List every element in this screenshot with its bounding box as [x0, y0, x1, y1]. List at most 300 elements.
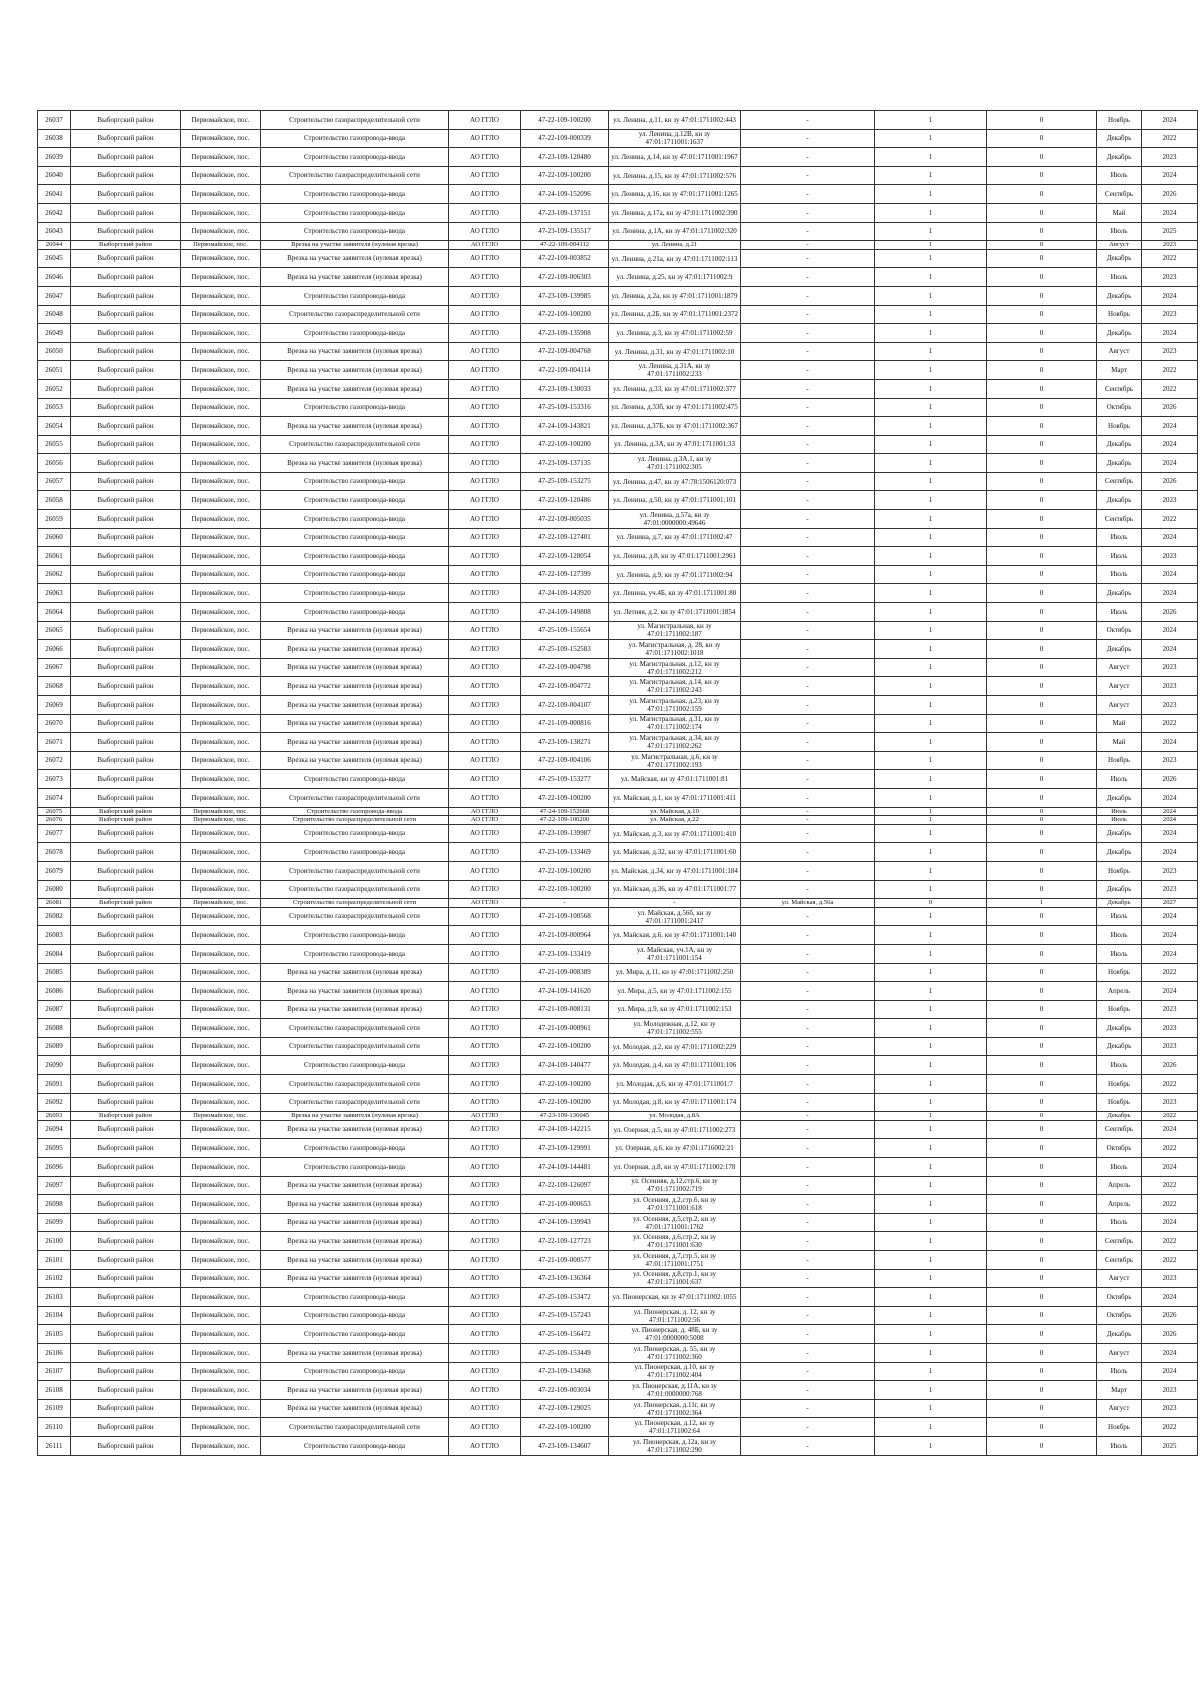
address-cell: ул. Осенняя, д.2,стр.6, кн зу 47:01:1711001:618 — [609, 1195, 741, 1214]
settlement-cell: Первомайское, пос. — [181, 510, 261, 529]
alt-address-cell: - — [741, 1436, 875, 1455]
organization-cell: АО ГГЛО — [449, 603, 521, 622]
application-number-cell: 47-22-109-100200 — [521, 861, 609, 880]
settlement-cell: Первомайское, пос. — [181, 286, 261, 305]
organization-cell: АО ГГЛО — [449, 1343, 521, 1362]
alt-address-cell: - — [741, 770, 875, 789]
row-number: 26080 — [38, 880, 71, 899]
row-number: 26054 — [38, 417, 71, 436]
count-b-cell: 0 — [987, 1158, 1097, 1177]
count-b-cell: 0 — [987, 185, 1097, 204]
application-number-cell: 47-22-109-100200 — [521, 1093, 609, 1112]
application-number-cell: 47-25-109-153472 — [521, 1288, 609, 1307]
year-cell: 2024 — [1142, 1343, 1198, 1362]
settlement-cell: Первомайское, пос. — [181, 185, 261, 204]
alt-address-cell: - — [741, 1093, 875, 1112]
row-number: 26111 — [38, 1436, 71, 1455]
count-a-cell: 1 — [875, 1399, 987, 1418]
table-row — [38, 1306, 1198, 1325]
work-type-cell: Строительство газораспределительной сети — [261, 305, 449, 324]
year-cell: 2023 — [1142, 1000, 1198, 1019]
count-b-cell: 0 — [987, 1399, 1097, 1418]
row-number: 26092 — [38, 1093, 71, 1112]
count-a-cell: 1 — [875, 1120, 987, 1139]
count-b-cell: 0 — [987, 1075, 1097, 1094]
alt-address-cell: - — [741, 1399, 875, 1418]
year-cell: 2022 — [1142, 379, 1198, 398]
application-number-cell: 47-21-109-008389 — [521, 963, 609, 982]
organization-cell: АО ГГЛО — [449, 1362, 521, 1381]
table-row — [38, 926, 1198, 945]
application-number-cell: 47-23-109-137151 — [521, 203, 609, 222]
application-number-cell: 47-22-109-100200 — [521, 166, 609, 185]
month-cell: Декабрь — [1097, 129, 1142, 148]
row-number: 26094 — [38, 1120, 71, 1139]
organization-cell: АО ГГЛО — [449, 148, 521, 167]
alt-address-cell: - — [741, 528, 875, 547]
table-row — [38, 603, 1198, 622]
month-cell: Апрель — [1097, 1176, 1142, 1195]
count-a-cell: 0 — [875, 899, 987, 908]
settlement-cell: Первомайское, пос. — [181, 816, 261, 825]
district-cell: Выборгский район — [71, 203, 181, 222]
application-number-cell: - — [521, 899, 609, 908]
organization-cell: АО ГГЛО — [449, 1120, 521, 1139]
district-cell: Выборгский район — [71, 733, 181, 752]
alt-address-cell: ул. Майская, д.56а — [741, 899, 875, 908]
address-cell: ул. Магистральная, д.23, кн зу 47:01:1711002:159 — [609, 696, 741, 715]
application-number-cell: 47-22-109-004772 — [521, 677, 609, 696]
count-a-cell: 1 — [875, 696, 987, 715]
address-cell: ул. Летняя, д.2, кн зу 47:01:1711001:1854 — [609, 603, 741, 622]
settlement-cell: Первомайское, пос. — [181, 268, 261, 287]
row-number: 26099 — [38, 1213, 71, 1232]
count-b-cell: 0 — [987, 926, 1097, 945]
table-row — [38, 222, 1198, 241]
row-number: 26105 — [38, 1325, 71, 1344]
work-type-cell: Врезка на участке заявителя (нулевая врезка) — [261, 1112, 449, 1121]
count-b-cell: 0 — [987, 1306, 1097, 1325]
organization-cell: АО ГГЛО — [449, 268, 521, 287]
settlement-cell: Первомайское, пос. — [181, 907, 261, 926]
work-type-cell: Врезка на участке заявителя (нулевая врезка) — [261, 1176, 449, 1195]
work-type-cell: Строительство газопровода-ввода — [261, 510, 449, 529]
application-number-cell: 47-23-109-120480 — [521, 148, 609, 167]
table-row — [38, 454, 1198, 473]
row-number: 26052 — [38, 379, 71, 398]
address-cell: ул. Ленина, д.21 — [609, 241, 741, 250]
address-cell: ул. Ленина, д.9, кн зу 47:01:1711002:94 — [609, 565, 741, 584]
address-cell: ул. Ленина, д.12В, кн зу 47:01:1711001:1637 — [609, 129, 741, 148]
district-cell: Выборгский район — [71, 454, 181, 473]
month-cell: Июль — [1097, 1158, 1142, 1177]
application-number-cell: 47-22-109-100200 — [521, 305, 609, 324]
row-number: 26074 — [38, 788, 71, 807]
row-number: 26085 — [38, 963, 71, 982]
alt-address-cell: - — [741, 249, 875, 268]
work-type-cell: Строительство газопровода-ввода — [261, 472, 449, 491]
organization-cell: АО ГГЛО — [449, 241, 521, 250]
work-type-cell: Врезка на участке заявителя (нулевая врезка) — [261, 1195, 449, 1214]
work-type-cell: Строительство газопровода-ввода — [261, 1158, 449, 1177]
row-number: 26081 — [38, 899, 71, 908]
count-b-cell: 0 — [987, 1176, 1097, 1195]
application-number-cell: 47-24-109-139943 — [521, 1213, 609, 1232]
alt-address-cell: - — [741, 640, 875, 659]
settlement-cell: Первомайское, пос. — [181, 222, 261, 241]
alt-address-cell: - — [741, 510, 875, 529]
count-a-cell: 1 — [875, 1325, 987, 1344]
count-a-cell: 1 — [875, 510, 987, 529]
address-cell: ул. Ленина, д.21а, кн зу 47:01:1711002:113 — [609, 249, 741, 268]
table-row — [38, 1139, 1198, 1158]
gasification-register-table — [37, 110, 1198, 1456]
work-type-cell: Строительство газопровода-ввода — [261, 603, 449, 622]
work-type-cell: Врезка на участке заявителя (нулевая врезка) — [261, 1000, 449, 1019]
address-cell: ул. Молодая, д.2, кн зу 47:01:1711002:229 — [609, 1037, 741, 1056]
application-number-cell: 47-22-109-100200 — [521, 1075, 609, 1094]
table-row — [38, 203, 1198, 222]
application-number-cell: 47-22-109-003034 — [521, 1381, 609, 1400]
district-cell: Выборгский район — [71, 185, 181, 204]
count-a-cell: 1 — [875, 816, 987, 825]
year-cell: 2024 — [1142, 166, 1198, 185]
address-cell: ул. Ленина, д.3А, кн зу 47:01:1711001:33 — [609, 435, 741, 454]
year-cell: 2023 — [1142, 696, 1198, 715]
application-number-cell: 47-24-109-143920 — [521, 584, 609, 603]
count-b-cell: 0 — [987, 1343, 1097, 1362]
organization-cell: АО ГГЛО — [449, 1195, 521, 1214]
district-cell: Выборгский район — [71, 1176, 181, 1195]
settlement-cell: Первомайское, пос. — [181, 1381, 261, 1400]
row-number: 26095 — [38, 1139, 71, 1158]
work-type-cell: Врезка на участке заявителя (нулевая врезка) — [261, 1269, 449, 1288]
count-a-cell: 1 — [875, 963, 987, 982]
year-cell: 2022 — [1142, 1418, 1198, 1437]
table-row — [38, 658, 1198, 677]
count-b-cell: 0 — [987, 241, 1097, 250]
table-row — [38, 1381, 1198, 1400]
count-b-cell: 0 — [987, 677, 1097, 696]
month-cell: Сентябрь — [1097, 185, 1142, 204]
application-number-cell: 47-22-109-004106 — [521, 751, 609, 770]
count-a-cell: 1 — [875, 640, 987, 659]
count-b-cell: 0 — [987, 1213, 1097, 1232]
alt-address-cell: - — [741, 1112, 875, 1121]
count-a-cell: 1 — [875, 305, 987, 324]
year-cell: 2024 — [1142, 1362, 1198, 1381]
district-cell: Выборгский район — [71, 696, 181, 715]
count-b-cell: 0 — [987, 1418, 1097, 1437]
count-b-cell: 0 — [987, 843, 1097, 862]
count-b-cell: 0 — [987, 963, 1097, 982]
address-cell: ул. Ленина, д.25, кн зу 47:01:1711002:9 — [609, 268, 741, 287]
settlement-cell: Первомайское, пос. — [181, 1093, 261, 1112]
settlement-cell: Первомайское, пос. — [181, 677, 261, 696]
address-cell: ул. Майская, кн зу 47:01:1711001:81 — [609, 770, 741, 789]
settlement-cell: Первомайское, пос. — [181, 305, 261, 324]
count-a-cell: 1 — [875, 658, 987, 677]
district-cell: Выборгский район — [71, 1093, 181, 1112]
row-number: 26042 — [38, 203, 71, 222]
count-b-cell: 0 — [987, 1269, 1097, 1288]
work-type-cell: Врезка на участке заявителя (нулевая врезка) — [261, 454, 449, 473]
work-type-cell: Строительство газораспределительной сети — [261, 788, 449, 807]
row-number: 26084 — [38, 944, 71, 963]
address-cell: ул. Мира, д.5, кн зу 47:01:1711002:155 — [609, 982, 741, 1001]
year-cell: 2024 — [1142, 1120, 1198, 1139]
count-a-cell: 1 — [875, 111, 987, 130]
count-b-cell: 0 — [987, 1056, 1097, 1075]
table-row — [38, 1120, 1198, 1139]
application-number-cell: 47-22-109-100200 — [521, 111, 609, 130]
district-cell: Выборгский район — [71, 129, 181, 148]
month-cell: Декабрь — [1097, 249, 1142, 268]
count-a-cell: 1 — [875, 1000, 987, 1019]
count-a-cell: 1 — [875, 1037, 987, 1056]
table-row — [38, 751, 1198, 770]
settlement-cell: Первомайское, пос. — [181, 1195, 261, 1214]
organization-cell: АО ГГЛО — [449, 491, 521, 510]
row-number: 26106 — [38, 1343, 71, 1362]
organization-cell: АО ГГЛО — [449, 1418, 521, 1437]
year-cell: 2022 — [1142, 1075, 1198, 1094]
district-cell: Выборгский район — [71, 361, 181, 380]
count-b-cell: 0 — [987, 1093, 1097, 1112]
count-b-cell: 0 — [987, 751, 1097, 770]
address-cell: ул. Молодежная, д.12, кн зу 47:01:1711002:555 — [609, 1019, 741, 1038]
row-number: 26101 — [38, 1251, 71, 1270]
address-cell: ул. Ленина, д.31А, кн зу 47:01:1711002:233 — [609, 361, 741, 380]
application-number-cell: 47-21-109-000653 — [521, 1195, 609, 1214]
month-cell: Май — [1097, 733, 1142, 752]
table-row — [38, 417, 1198, 436]
application-number-cell: 47-22-109-100200 — [521, 816, 609, 825]
table-row — [38, 1019, 1198, 1038]
count-a-cell: 1 — [875, 982, 987, 1001]
settlement-cell: Первомайское, пос. — [181, 1037, 261, 1056]
month-cell: Август — [1097, 677, 1142, 696]
table-row — [38, 770, 1198, 789]
work-type-cell: Врезка на участке заявителя (нулевая врезка) — [261, 751, 449, 770]
organization-cell: АО ГГЛО — [449, 944, 521, 963]
alt-address-cell: - — [741, 361, 875, 380]
alt-address-cell: - — [741, 547, 875, 566]
district-cell: Выборгский район — [71, 677, 181, 696]
address-cell: ул. Осенняя, д.12,стр.6, кн зу 47:01:1711002:719 — [609, 1176, 741, 1195]
settlement-cell: Первомайское, пос. — [181, 491, 261, 510]
work-type-cell: Строительство газопровода-ввода — [261, 944, 449, 963]
district-cell: Выборгский район — [71, 584, 181, 603]
organization-cell: АО ГГЛО — [449, 324, 521, 343]
table-row — [38, 435, 1198, 454]
alt-address-cell: - — [741, 733, 875, 752]
row-number: 26108 — [38, 1381, 71, 1400]
work-type-cell: Строительство газопровода-ввода — [261, 324, 449, 343]
row-number: 26062 — [38, 565, 71, 584]
application-number-cell: 47-24-109-142215 — [521, 1120, 609, 1139]
month-cell: Июль — [1097, 1213, 1142, 1232]
alt-address-cell: - — [741, 491, 875, 510]
district-cell: Выборгский район — [71, 1139, 181, 1158]
organization-cell: АО ГГЛО — [449, 1176, 521, 1195]
row-number: 26059 — [38, 510, 71, 529]
settlement-cell: Первомайское, пос. — [181, 361, 261, 380]
application-number-cell: 47-25-109-153449 — [521, 1343, 609, 1362]
table-row — [38, 807, 1198, 816]
settlement-cell: Первомайское, пос. — [181, 714, 261, 733]
district-cell: Выборгский район — [71, 148, 181, 167]
count-b-cell: 0 — [987, 417, 1097, 436]
year-cell: 2024 — [1142, 528, 1198, 547]
work-type-cell: Строительство газопровода-ввода — [261, 129, 449, 148]
district-cell: Выборгский район — [71, 843, 181, 862]
district-cell: Выборгский район — [71, 1399, 181, 1418]
count-b-cell: 0 — [987, 1232, 1097, 1251]
year-cell: 2022 — [1142, 1251, 1198, 1270]
count-a-cell: 1 — [875, 733, 987, 752]
month-cell: Декабрь — [1097, 324, 1142, 343]
year-cell: 2026 — [1142, 472, 1198, 491]
application-number-cell: 47-22-109-127401 — [521, 528, 609, 547]
work-type-cell: Строительство газораспределительной сети — [261, 816, 449, 825]
application-number-cell: 47-24-109-152096 — [521, 185, 609, 204]
settlement-cell: Первомайское, пос. — [181, 241, 261, 250]
settlement-cell: Первомайское, пос. — [181, 1436, 261, 1455]
address-cell: ул. Мира, д.11, кн зу 47:01:1711002:250 — [609, 963, 741, 982]
address-cell: ул. Ленина, д.7, кн зу 47:01:1711002:47 — [609, 528, 741, 547]
month-cell: Октябрь — [1097, 621, 1142, 640]
alt-address-cell: - — [741, 824, 875, 843]
year-cell: 2022 — [1142, 1195, 1198, 1214]
work-type-cell: Врезка на участке заявителя (нулевая врезка) — [261, 249, 449, 268]
table-row — [38, 305, 1198, 324]
count-b-cell: 0 — [987, 816, 1097, 825]
address-cell: ул. Озерная, д.5, кн зу 47:01:1711002:273 — [609, 1120, 741, 1139]
year-cell: 2026 — [1142, 603, 1198, 622]
address-cell: ул. Магистральная, д.14, кн зу 47:01:1711002:243 — [609, 677, 741, 696]
year-cell: 2023 — [1142, 491, 1198, 510]
district-cell: Выборгский район — [71, 1213, 181, 1232]
row-number: 26096 — [38, 1158, 71, 1177]
year-cell: 2024 — [1142, 435, 1198, 454]
year-cell: 2024 — [1142, 816, 1198, 825]
alt-address-cell: - — [741, 584, 875, 603]
district-cell: Выборгский район — [71, 241, 181, 250]
district-cell: Выборгский район — [71, 926, 181, 945]
row-number: 26037 — [38, 111, 71, 130]
row-number: 26083 — [38, 926, 71, 945]
month-cell: Ноябрь — [1097, 417, 1142, 436]
count-a-cell: 1 — [875, 1213, 987, 1232]
count-a-cell: 1 — [875, 379, 987, 398]
table-row — [38, 1213, 1198, 1232]
month-cell: Август — [1097, 1269, 1142, 1288]
row-number: 26063 — [38, 584, 71, 603]
address-cell: ул. Майская, д.34, кн зу 47:01:1711001:184 — [609, 861, 741, 880]
year-cell: 2022 — [1142, 1139, 1198, 1158]
organization-cell: АО ГГЛО — [449, 472, 521, 491]
table-row — [38, 982, 1198, 1001]
year-cell: 2026 — [1142, 1306, 1198, 1325]
organization-cell: АО ГГЛО — [449, 584, 521, 603]
alt-address-cell: - — [741, 148, 875, 167]
year-cell: 2022 — [1142, 1112, 1198, 1121]
work-type-cell: Врезка на участке заявителя (нулевая врезка) — [261, 696, 449, 715]
year-cell: 2024 — [1142, 907, 1198, 926]
table-row — [38, 788, 1198, 807]
count-a-cell: 1 — [875, 770, 987, 789]
row-number: 26086 — [38, 982, 71, 1001]
district-cell: Выборгский район — [71, 1075, 181, 1094]
row-number: 26071 — [38, 733, 71, 752]
alt-address-cell: - — [741, 1000, 875, 1019]
month-cell: Декабрь — [1097, 435, 1142, 454]
count-a-cell: 1 — [875, 342, 987, 361]
organization-cell: АО ГГЛО — [449, 1139, 521, 1158]
table-row — [38, 491, 1198, 510]
organization-cell: АО ГГЛО — [449, 621, 521, 640]
alt-address-cell: - — [741, 880, 875, 899]
work-type-cell: Врезка на участке заявителя (нулевая врезка) — [261, 342, 449, 361]
count-a-cell: 1 — [875, 1139, 987, 1158]
month-cell: Декабрь — [1097, 1325, 1142, 1344]
row-number: 26046 — [38, 268, 71, 287]
table-row — [38, 361, 1198, 380]
alt-address-cell: - — [741, 472, 875, 491]
alt-address-cell: - — [741, 658, 875, 677]
settlement-cell: Первомайское, пос. — [181, 899, 261, 908]
count-b-cell: 0 — [987, 1019, 1097, 1038]
alt-address-cell: - — [741, 379, 875, 398]
organization-cell: АО ГГЛО — [449, 963, 521, 982]
count-b-cell: 0 — [987, 435, 1097, 454]
organization-cell: АО ГГЛО — [449, 185, 521, 204]
organization-cell: АО ГГЛО — [449, 1436, 521, 1455]
organization-cell: АО ГГЛО — [449, 361, 521, 380]
work-type-cell: Врезка на участке заявителя (нулевая врезка) — [261, 417, 449, 436]
settlement-cell: Первомайское, пос. — [181, 1158, 261, 1177]
work-type-cell: Строительство газопровода-ввода — [261, 286, 449, 305]
address-cell: - — [609, 899, 741, 908]
count-b-cell: 0 — [987, 528, 1097, 547]
settlement-cell: Первомайское, пос. — [181, 203, 261, 222]
count-a-cell: 1 — [875, 185, 987, 204]
alt-address-cell: - — [741, 1232, 875, 1251]
application-number-cell: 47-23-109-135908 — [521, 324, 609, 343]
month-cell: Декабрь — [1097, 640, 1142, 659]
count-b-cell: 0 — [987, 982, 1097, 1001]
row-number: 26038 — [38, 129, 71, 148]
count-b-cell: 0 — [987, 129, 1097, 148]
application-number-cell: 47-21-109-000961 — [521, 1019, 609, 1038]
address-cell: ул. Ленина, д.16, кн зу 47:01:1711001:1265 — [609, 185, 741, 204]
application-number-cell: 47-23-109-139985 — [521, 286, 609, 305]
organization-cell: АО ГГЛО — [449, 565, 521, 584]
year-cell: 2023 — [1142, 861, 1198, 880]
settlement-cell: Первомайское, пос. — [181, 1232, 261, 1251]
year-cell: 2024 — [1142, 1158, 1198, 1177]
work-type-cell: Врезка на участке заявителя (нулевая врезка) — [261, 379, 449, 398]
table-row — [38, 621, 1198, 640]
alt-address-cell: - — [741, 1362, 875, 1381]
count-b-cell: 0 — [987, 907, 1097, 926]
district-cell: Выборгский район — [71, 1325, 181, 1344]
organization-cell: АО ГГЛО — [449, 129, 521, 148]
work-type-cell: Строительство газопровода-ввода — [261, 222, 449, 241]
district-cell: Выборгский район — [71, 491, 181, 510]
settlement-cell: Первомайское, пос. — [181, 584, 261, 603]
